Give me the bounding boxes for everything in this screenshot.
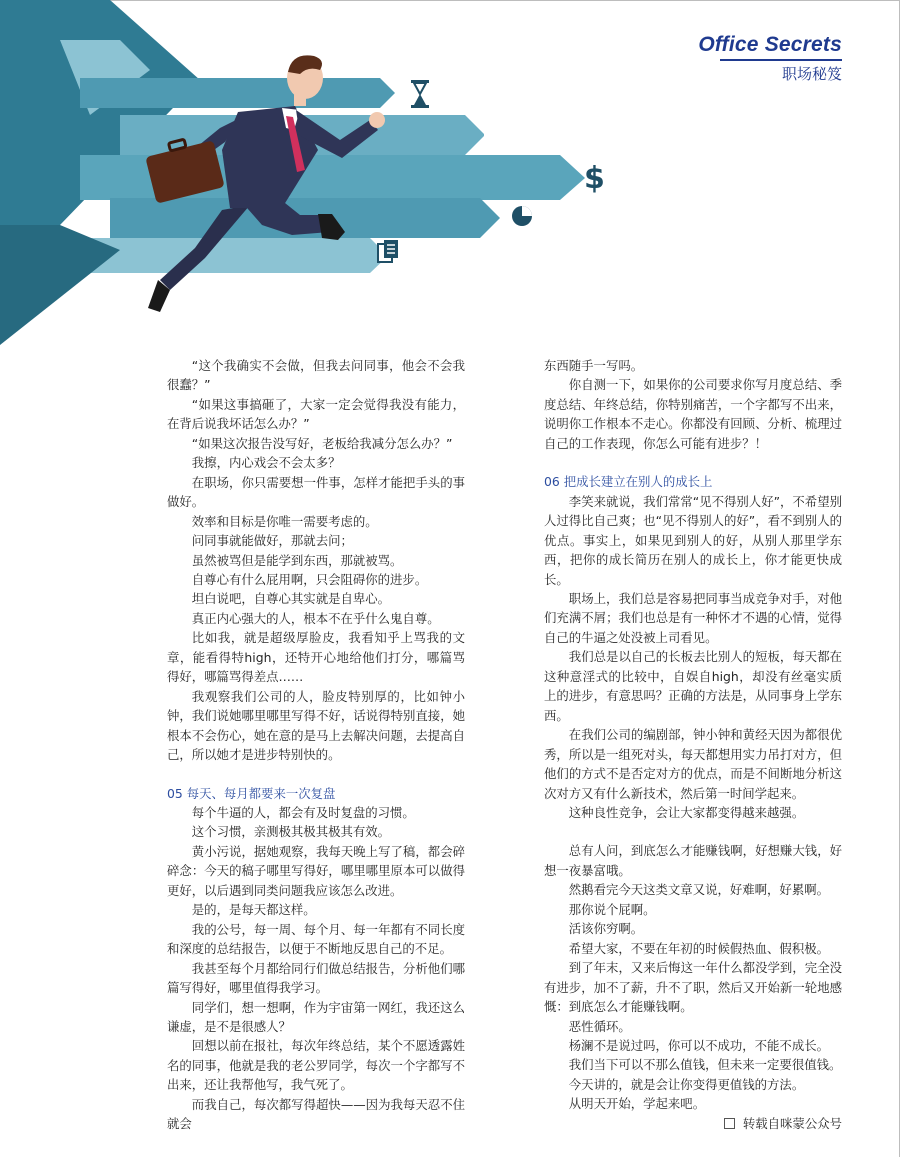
paragraph: 每个牛逼的人，都会有及时复盘的习惯。 — [191, 804, 415, 820]
paragraph: 效率和目标是你唯一需要考虑的。 — [191, 513, 378, 529]
paragraph: 黄小污说，据她观察，我每天晚上写了稿，都会碎碎念：今天的稿子哪里写得好，哪里哪里原本可以做得更好，以后遇到同类问题我应该怎么改进。 — [167, 843, 465, 898]
pie-chart-icon — [512, 206, 532, 226]
right-column — [544, 356, 842, 1133]
masthead — [698, 33, 842, 85]
right-paragraphs-b — [544, 492, 842, 823]
paragraph: “这个我确实不会做，但我去问同事，他会不会我很蠢？” — [167, 358, 465, 393]
paragraph: 而我自己，每次都写得超快——因为我每天忍不住就会 — [167, 1096, 465, 1132]
paragraph: 真正内心强大的人，根本不在乎什么鬼自尊。 — [191, 610, 440, 626]
paragraph: 恶性循环。 — [568, 1018, 631, 1034]
paragraph: 回想以前在报社，每次年终总结，某个不愿透露姓名的同事，他就是我的老公罗同学，每次一个字都写不出来，还让我帮他写，我气死了。 — [167, 1038, 465, 1093]
paragraph: 我观察我们公司的人，脸皮特别厚的，比如钟小钟，我们说她哪里哪里写得不好，话说得特别直接，她根本不会伤心，她在意的是马上去解决问题，去提高自己，所以她才是进步特别快的。 — [167, 688, 465, 763]
continuation-text: 东西随手一写吗。 — [544, 358, 644, 373]
paragraph: 在我们公司的编剧部，钟小钟和黄经天因为都很优秀，所以是一组死对头，每天都想用实力吊打对方，但他们的方式不是否定对方的优点，而是不间断地分析这次对方又有什么新技术，然后第一时间学起来。 — [544, 727, 842, 801]
paragraph: 是的，是每天都这样。 — [191, 902, 316, 918]
paragraph: 那你说个屁啊。 — [568, 901, 656, 917]
hero-illustration — [0, 0, 720, 360]
paragraph: 比如我，就是超级厚脸皮，我看知乎上骂我的文章，能看得特high，还特开心地给他们打分，哪篇骂得好，哪篇骂得差点…… — [167, 630, 465, 685]
paragraph: 我的公号，每一周、每个月、每一年都有不同长度和深度的总结报告，以便于不断地反思自己的不足。 — [167, 921, 465, 957]
paragraph: 这种良性竞争，会让大家都变得越来越强。 — [568, 804, 805, 820]
masthead-title: Office Secrets — [698, 33, 842, 56]
paragraph: 我们当下可以不那么值钱，但未来一定要很值钱。 — [568, 1057, 842, 1073]
paragraph: 总有人问，到底怎么才能赚钱啊，好想赚大钱，好想一夜暴富哦。 — [544, 843, 842, 878]
left-paragraphs-b — [167, 803, 465, 1134]
paragraph: 希望大家，不要在年初的时候假热血、假积极。 — [568, 940, 829, 956]
paragraph: 杨澜不是说过吗，你可以不成功，不能不成长。 — [568, 1037, 829, 1053]
section-heading-06: 06 把成长建立在别人的成长上 — [544, 474, 713, 490]
paragraph: 李笑来就说，我们常常“见不得别人好”，不希望别人过得比自己爽；也“见不得别人的好”，看不到别人的优点。事实上，如果见到别人的好，从别人那里学东西，把你的成长简历在别人的成长上，你才能更快成长。 — [544, 493, 842, 587]
masthead-rule — [720, 59, 842, 61]
paragraph: 这个习惯，亲测极其极其极其有效。 — [191, 824, 391, 840]
paragraph-gap — [544, 822, 842, 841]
paragraph: 我们总是以自己的长板去比别人的短板，每天都在这种意淫式的比较中，自娱自high，却没有丝毫实质上的进步，有意思吗？正确的方法是，从同事身上学东西。 — [544, 649, 842, 723]
paragraph: 坦白说吧，自尊心其实就是自卑心。 — [191, 591, 391, 607]
left-paragraphs-a — [167, 356, 465, 765]
right-paragraphs-c — [544, 841, 842, 1113]
dollar-icon — [584, 161, 605, 196]
paragraph: 然鹅看完今天这类文章又说，好难啊，好累啊。 — [568, 882, 829, 898]
paragraph: 职场上，我们总是容易把同事当成竞争对手，对他们充满不屑；我们也总是有一种怀才不遇的心情，觉得自己的牛逼之处没被上司看见。 — [544, 590, 842, 645]
paragraph: 我甚至每个月都给同行们做总结报告，分析他们哪篇写得好，哪里值得我学习。 — [167, 960, 465, 996]
paragraph: 问同事就能做好，那就去问； — [191, 533, 353, 549]
paragraph: 同学们，想一想啊，作为宇宙第一网红，我还这么谦虚，是不是很感人？ — [167, 999, 465, 1034]
checkbox-icon — [724, 1118, 735, 1129]
source-credit — [544, 1114, 842, 1133]
arrow-shade — [0, 225, 120, 345]
paragraph: 自尊心有什么屁用啊，只会阻碍你的进步。 — [191, 571, 428, 587]
paragraph: “如果这事搞砸了，大家一定会觉得我没有能力，在背后说我坏话怎么办？” — [167, 396, 465, 432]
paragraph: 活该你穷啊。 — [568, 921, 644, 937]
paragraph: 你自测一下，如果你的公司要求你写月度总结、季度总结、年终总结，你特别痛苦，一个字都写不出来，说明你工作根本不走心。你都没有回顾、分析、梳理过自己的工作表现，你怎么可能有进步？！ — [544, 377, 842, 451]
source-text: 转载自咪蒙公众号 — [742, 1115, 842, 1131]
arrow-mid-1 — [80, 78, 395, 108]
paragraph: 我擦，内心戏会不会太多？ — [191, 455, 341, 471]
right-paragraphs-a — [544, 375, 842, 453]
paragraph: 今天讲的，就是会让你变得更值钱的方法。 — [568, 1076, 805, 1092]
hourglass-icon — [411, 80, 429, 108]
chart-bars-icon — [484, 122, 506, 144]
paragraph: 到了年末，又来后悔这一年什么都没学到，完全没有进步，加不了薪，升不了职，然后又开始新一轮地感慨：到底怎么才能赚钱啊。 — [544, 960, 842, 1015]
left-column — [167, 356, 465, 1134]
section-heading-05: 05 每天、每月都要来一次复盘 — [167, 785, 336, 801]
masthead-subtitle: 职场秘笈 — [781, 65, 842, 83]
svg-text:$: $ — [584, 161, 605, 196]
paragraph: 从明天开始，学起来吧。 — [568, 1096, 706, 1112]
paragraph: “如果这次报告没写好，老板给我减分怎么办？” — [191, 435, 453, 451]
documents-icon — [378, 240, 398, 262]
paragraph: 虽然被骂但是能学到东西，那就被骂。 — [191, 552, 403, 568]
paragraph: 在职场，你只需要想一件事，怎样才能把手头的事做好。 — [167, 474, 465, 510]
